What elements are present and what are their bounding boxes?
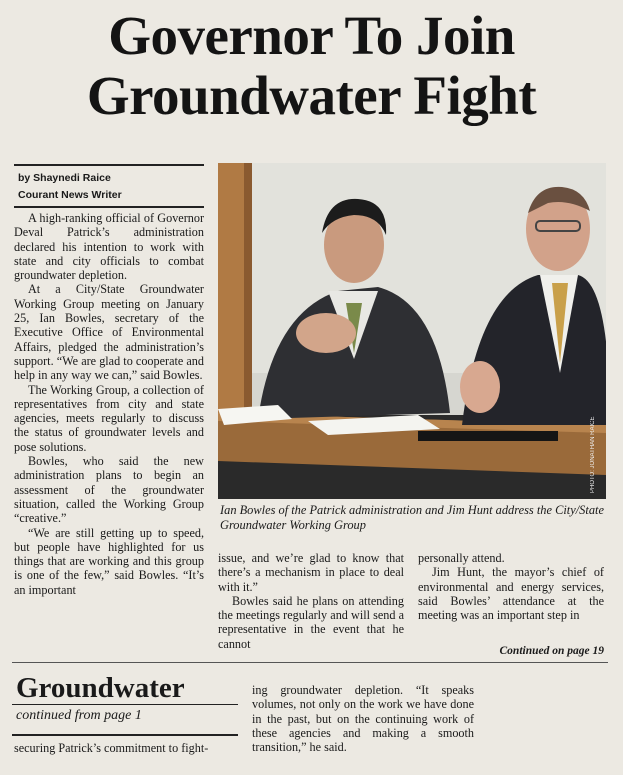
byline-bottom-rule xyxy=(14,206,204,208)
article-column-3 xyxy=(418,551,604,622)
article-paragraph: A high-ranking official of Governor Deval Patrick’s administration declared his intention to work with state and city officials to combat groundwater depletion. xyxy=(14,211,204,283)
article-photo xyxy=(218,163,606,499)
byline-title: Courant News Writer xyxy=(18,189,122,201)
article-paragraph: ing groundwater depletion. “It speaks volumes, not only on the work we have done in the past, but on the continuing work of these agencies and making a smooth transition,” he said. xyxy=(252,683,474,755)
article-paragraph: The Working Group, a collection of representatives from city and state agencies, meets regularly to discuss the status of groundwater levels and pose solutions. xyxy=(14,382,204,454)
article-paragraph: issue, and we’re glad to know that there’s a mechanism in place to deal with it.” xyxy=(218,551,404,594)
article-column-2 xyxy=(218,551,404,651)
headline xyxy=(0,6,623,126)
photo-illustration xyxy=(218,163,606,499)
headline-line-2: Groundwater Fight xyxy=(86,65,537,126)
photo-caption: Ian Bowles of the Patrick administration and Jim Hunt address the City/State Groundwater Working Group xyxy=(220,503,604,532)
article-paragraph: Bowles, who said the new administration plans to begin an assessment of the groundwater situation, called the Working Group “creative.” xyxy=(14,454,204,526)
jump-headline: Groundwater xyxy=(16,672,185,704)
byline-author: by Shaynedi Raice xyxy=(18,172,111,184)
article-paragraph: Bowles said he plans on attending the meetings regularly and will send a representative in the event that he cannot xyxy=(218,593,404,651)
headline-line-1: Governor To Join xyxy=(108,5,515,66)
article-paragraph: Jim Hunt, the mayor’s chief of environmental and energy services, said Bowles’ attendance at the meeting was an important step in xyxy=(418,565,604,623)
article-column-1 xyxy=(14,211,204,597)
photo-credit: PHOTO: JONATHAN RAICE xyxy=(590,416,596,493)
continued-from-link[interactable]: continued from page 1 xyxy=(16,708,142,723)
jump-subhead-rule xyxy=(12,734,238,736)
article-paragraph: At a City/State Groundwater Working Group meeting on January 25, Ian Bowles, secretary of the Executive Office of Environmental Affairs, pledged the administration’s support. “We are glad to cooperate and help in any way we can,” said Bowles. xyxy=(14,282,204,383)
jump-column-2 xyxy=(252,683,474,754)
byline-top-rule xyxy=(14,164,204,166)
continued-on-link[interactable]: Continued on page 19 xyxy=(499,645,604,657)
section-divider xyxy=(12,662,608,663)
jump-headline-rule xyxy=(12,704,238,705)
article-paragraph: personally attend. xyxy=(418,551,505,565)
byline xyxy=(18,170,204,204)
article-paragraph: securing Patrick’s commitment to fight- xyxy=(14,741,209,755)
article-paragraph: “We are still getting up to speed, but people have highlighted for us things that are working and this group is one of the few,” said Bowles. “It’s an important xyxy=(14,525,204,597)
jump-column-1 xyxy=(14,741,240,755)
